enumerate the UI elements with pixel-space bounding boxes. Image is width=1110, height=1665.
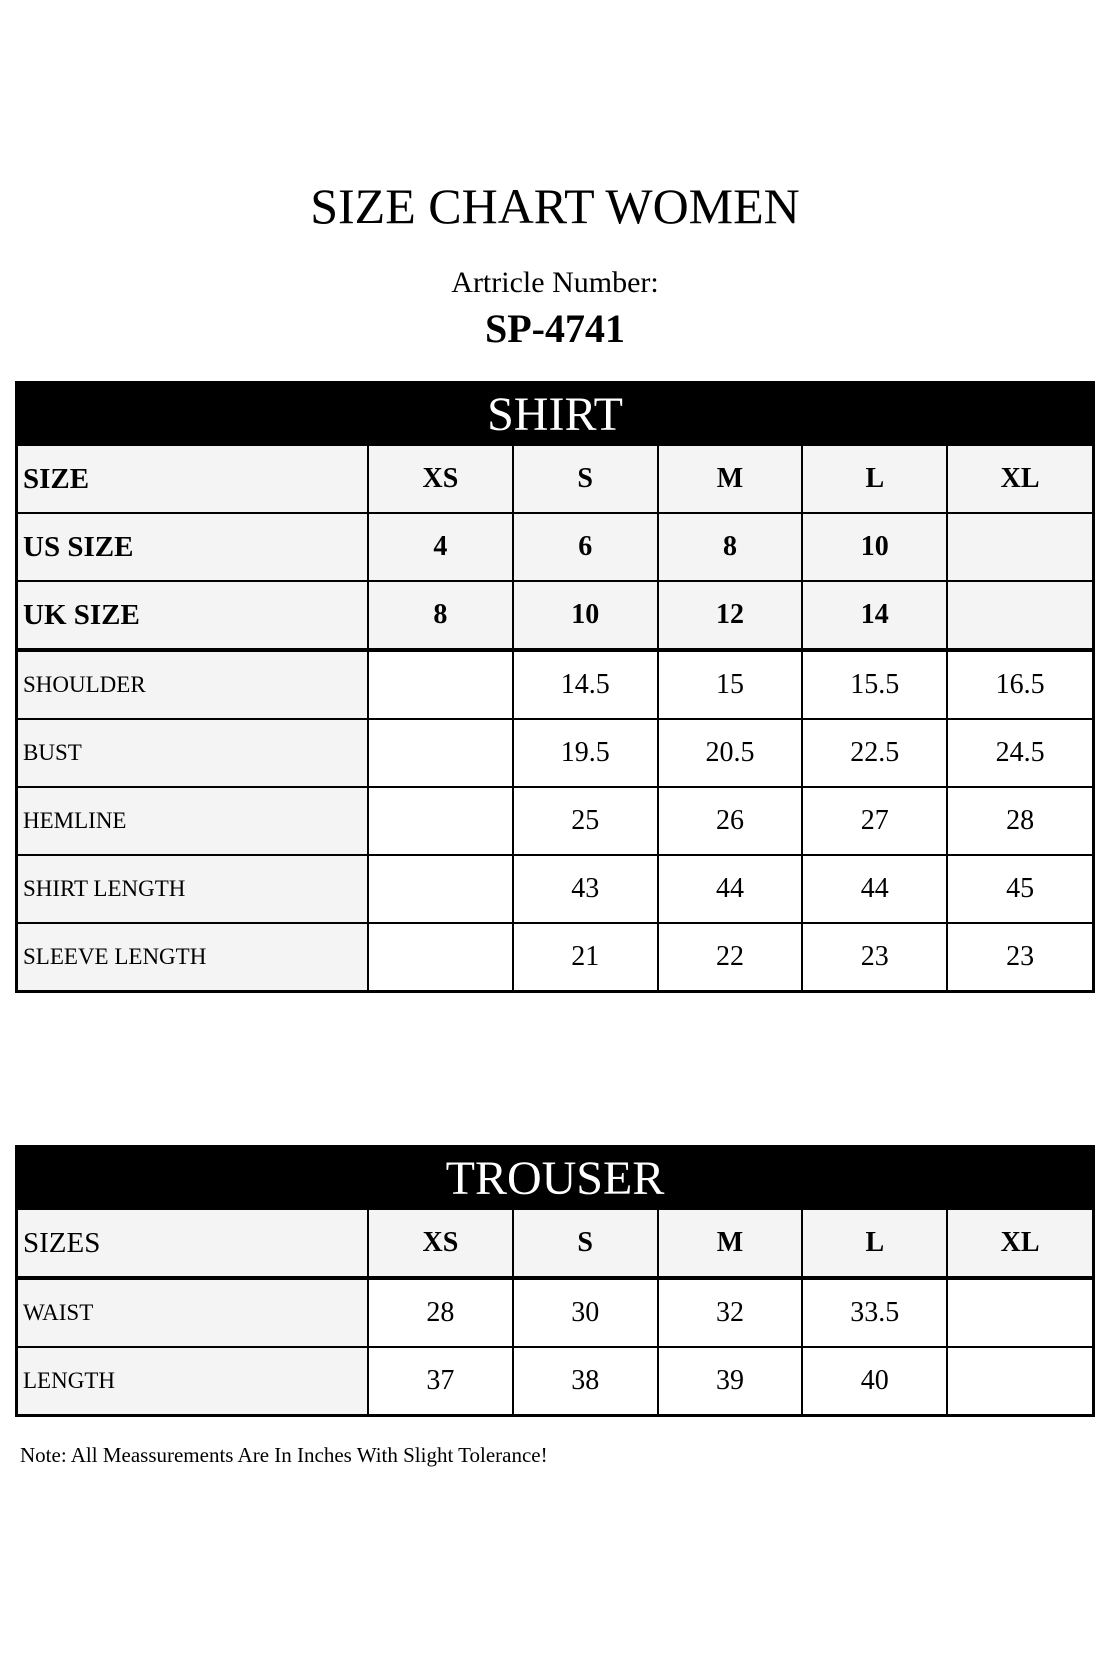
row-label: UK SIZE <box>18 581 368 650</box>
table-cell: 23 <box>802 923 947 990</box>
table-row <box>18 446 1092 513</box>
row-label: SHIRT LENGTH <box>18 855 368 923</box>
table-cell: 19.5 <box>513 719 658 787</box>
table-row <box>18 513 1092 581</box>
table-cell <box>947 1347 1092 1414</box>
table-cell: M <box>658 1210 803 1278</box>
article-number-label: Artricle Number: <box>451 266 659 299</box>
row-label: LENGTH <box>18 1347 368 1414</box>
table-cell: 30 <box>513 1278 658 1347</box>
trouser-chart-title: TROUSER <box>18 1148 1092 1210</box>
table-cell: 33.5 <box>802 1278 947 1347</box>
table-cell <box>947 1278 1092 1347</box>
row-label: WAIST <box>18 1278 368 1347</box>
table-cell <box>947 513 1092 581</box>
table-cell: 38 <box>513 1347 658 1414</box>
table-cell: XL <box>947 446 1092 513</box>
row-label: SLEEVE LENGTH <box>18 923 368 990</box>
table-cell: 44 <box>802 855 947 923</box>
table-cell: 27 <box>802 787 947 855</box>
trouser-size-chart <box>15 1145 1095 1417</box>
table-cell: 12 <box>658 581 803 650</box>
table-cell: 45 <box>947 855 1092 923</box>
table-cell: S <box>513 1210 658 1278</box>
article-number: SP-4741 <box>485 306 625 351</box>
table-row <box>18 650 1092 719</box>
table-cell: 23 <box>947 923 1092 990</box>
table-row <box>18 1210 1092 1278</box>
table-cell: 24.5 <box>947 719 1092 787</box>
table-cell: 40 <box>802 1347 947 1414</box>
shirt-size-chart <box>15 381 1095 993</box>
table-cell: 15 <box>658 650 803 719</box>
row-label: HEMLINE <box>18 787 368 855</box>
table-cell <box>368 719 513 787</box>
table-cell <box>368 650 513 719</box>
row-label: SIZE <box>18 446 368 513</box>
row-label: BUST <box>18 719 368 787</box>
table-cell: 25 <box>513 787 658 855</box>
table-cell: 21 <box>513 923 658 990</box>
table-cell: 15.5 <box>802 650 947 719</box>
row-label: US SIZE <box>18 513 368 581</box>
table-cell: 44 <box>658 855 803 923</box>
table-row <box>18 787 1092 855</box>
table-cell: M <box>658 446 803 513</box>
table-cell: XS <box>368 446 513 513</box>
table-cell: L <box>802 1210 947 1278</box>
table-cell: 26 <box>658 787 803 855</box>
shirt-chart-title: SHIRT <box>18 384 1092 446</box>
table-cell <box>947 581 1092 650</box>
table-cell: 14.5 <box>513 650 658 719</box>
table-cell: 28 <box>947 787 1092 855</box>
row-label: SHOULDER <box>18 650 368 719</box>
table-cell <box>368 787 513 855</box>
table-cell: 43 <box>513 855 658 923</box>
table-row <box>18 1347 1092 1414</box>
table-cell <box>368 855 513 923</box>
table-row <box>18 855 1092 923</box>
table-cell: 10 <box>513 581 658 650</box>
table-cell: 4 <box>368 513 513 581</box>
shirt-table <box>18 446 1092 990</box>
table-cell: 32 <box>658 1278 803 1347</box>
table-cell: 39 <box>658 1347 803 1414</box>
table-row <box>18 1278 1092 1347</box>
table-cell: 8 <box>368 581 513 650</box>
table-row <box>18 581 1092 650</box>
measurement-note: Note: All Meassurements Are In Inches With Slight Tolerance! <box>20 1443 548 1467</box>
table-cell: 6 <box>513 513 658 581</box>
table-row <box>18 923 1092 990</box>
table-cell: 10 <box>802 513 947 581</box>
table-cell: 22 <box>658 923 803 990</box>
table-cell: XL <box>947 1210 1092 1278</box>
page-title: SIZE CHART WOMEN <box>310 178 800 234</box>
table-row <box>18 719 1092 787</box>
table-cell: 20.5 <box>658 719 803 787</box>
table-cell <box>368 923 513 990</box>
table-cell: 14 <box>802 581 947 650</box>
table-cell: L <box>802 446 947 513</box>
table-cell: S <box>513 446 658 513</box>
table-cell: 22.5 <box>802 719 947 787</box>
trouser-table <box>18 1210 1092 1414</box>
row-label: SIZES <box>18 1210 368 1278</box>
table-cell: 16.5 <box>947 650 1092 719</box>
table-cell: 37 <box>368 1347 513 1414</box>
table-cell: 28 <box>368 1278 513 1347</box>
table-cell: XS <box>368 1210 513 1278</box>
table-cell: 8 <box>658 513 803 581</box>
